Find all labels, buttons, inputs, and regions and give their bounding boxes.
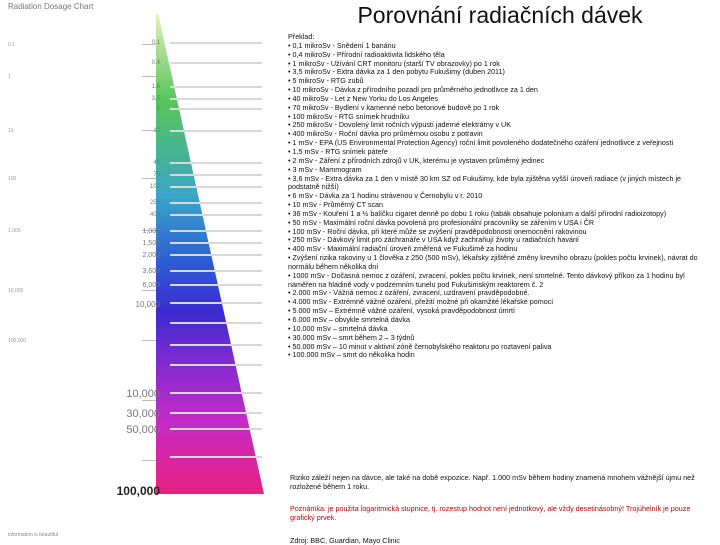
list-item: • 0,4 mikroSv - Přírodní radioaktivita lidského těla: [288, 49, 445, 59]
list-item: • 4.000 mSv - Extrémně vážné ozáření, přežití možné při okamžité lékařské pomoci: [288, 297, 553, 307]
dose-label: 50,000: [126, 424, 160, 436]
list-item: • 50.000 mSv – 10 minut v aktivní zóně černobylského reaktoru po roztavení paliva: [288, 341, 552, 351]
dose-label: 30,000: [126, 408, 160, 420]
dose-label: 40: [153, 160, 160, 166]
dose-label: 6,000: [142, 282, 160, 289]
list-item: • 250 mikroSv - Dovolený limit ročních výpustí jaderné elektrárny v UK: [288, 120, 512, 130]
scale-note: Poznámka: je použita logaritmická stupnice, tj. rozestup hodnot není jednotkový, ale vždy desetinásobný! Trojúhelník je pouze grafický prvek.: [290, 504, 691, 523]
list-item: • 30.000 mSv – smrt během 2 – 3 týdnů: [288, 332, 415, 342]
list-item: • 6.000 mSv – obvykle smrtelná dávka: [288, 315, 410, 324]
list-item: • 250 mSv - Dávkový limit pro záchranáře v USA když zachraňují životy u radiačních havárií: [288, 235, 579, 245]
dose-label: 1.6: [151, 84, 160, 90]
chart-image-title: Radiation Dosage Chart: [8, 2, 94, 11]
list-item: • 400 mikroSv - Roční dávka pro průměrnou osobu z potravin: [288, 129, 483, 139]
list-item: • 36 mSv - Kouření 1 a ½ balíčku cigaret denně po dobu 1 roku (tabák obsahuje polonium a další přírodní radioizotopy): [288, 208, 667, 218]
list-item: • 2 mSv - Záření z přírodních zdrojů v UK, kterému je vystaven průměrný jedinec: [288, 155, 545, 165]
dose-label: 10,000: [135, 300, 160, 309]
source-note: Zdroj: BBC, Guardian, Mayo Clinic: [290, 536, 400, 545]
list-item: • 1 mSv - EPA (US Environmental Protection Agency) roční limit povoleného dodatečného ozáření jednotlivce z veřejnosti: [288, 138, 674, 148]
list-item: • 3 mSv - Mammogram: [288, 164, 362, 174]
list-item: • 70 mikroSv - Bydlení v kamenné nebo betonové budově po 1 rok: [288, 102, 500, 112]
list-item: • 100.000 mSv – smrt do několika hodin: [288, 350, 415, 360]
list-item: • 10 mikroSv - Dávka z přírodního pozadí pro průměrného jednotlivce za 1 den: [288, 85, 538, 95]
list-item: • 400 mSv - Maximální radiační úroveň změřená ve Fukušimě za hodinu: [288, 244, 518, 254]
chart-image-footer: information is beautiful: [8, 532, 59, 538]
dose-label: 5: [156, 106, 160, 112]
translation-list: [288, 33, 714, 360]
dose-label: 0.1: [151, 40, 160, 46]
list-item: • Zvýšení rizika rakoviny u 1 člověka z 250 (500 mSv), lékařsky zjištěné změny krevního obrazu (pokles počtu krvinek), návrat do normálu během několika dní: [288, 253, 698, 271]
list-item: • 6 mSv - Dávka za 1 hodinu strávenou v Černobylu v r. 2010: [288, 191, 483, 201]
list-item: • 1 mikroSv - Užívání CRT monitoru (starší TV obrazovky) po 1 rok: [288, 58, 500, 68]
dose-label: 10,000: [126, 388, 160, 400]
dose-label: 2,000: [142, 252, 160, 259]
exposure-note: Riziko záleží nejen na dávce, ale také na době expozice. Např. 1.000 mSv během hodiny znamená mnohem vážnější újmu než rozložené během 1 roku.: [290, 473, 695, 492]
list-item: • 3,5 mikroSv - Extra dávka za 1 den pobytu Fukušimy (duben 2011): [288, 67, 505, 77]
list-item: • 5 mikroSv - RTG zubů: [288, 76, 364, 86]
list-item: • 1000 mSv - Dočasná nemoc z ozáření, zvracení, pokles počtu krvinek, není smrtelné. Tento dávkový příkon za 1 hodinu byl naměřen na hladině vody v podzemním tunelu pod Fukušimským reaktorem č. 2: [288, 270, 685, 289]
radiation-dosage-chart-image: Radiation Dosage Chart 0.1 1 10 100 1,000 10,000 100,000 0.1 0.4 1.6 3.5 5 10 40 70 100 250 400 1,000 1,500 2,000 3,600 6,000 10,000 10,000 30,000 50,000 100,000 information is beautiful: [6, 0, 264, 540]
dose-label: 1,500: [142, 240, 160, 247]
dose-label: 70: [153, 172, 160, 178]
list-item: • 5.000 mSv – Extrémně vážné ozáření, vysoká pravděpodobnost úmrtí: [288, 306, 516, 316]
list-item: • 40 mikroSv - Let z New Yorku do Los Angeles: [288, 93, 438, 103]
dose-label: 3.5: [151, 96, 160, 102]
dose-label: 10: [153, 128, 160, 134]
list-item: • 100 mikroSv - RTG snímek hrudníku: [288, 111, 410, 121]
dose-label: 250: [149, 200, 160, 206]
list-item: • 0,1 mikroSv - Snědení 1 banánu: [288, 40, 396, 50]
list-item: • 1,5 mSv - RTG snímek páteře: [288, 146, 388, 156]
dose-label: 100,000: [116, 484, 160, 498]
dose-label: 0.4: [151, 60, 160, 66]
list-item: • 10.000 mSv – smrtelná dávka: [288, 323, 388, 333]
notes-heading: Překlad:: [288, 32, 315, 41]
dose-label: 3,600: [142, 268, 160, 275]
dose-label: 400: [149, 212, 160, 218]
list-item: • 100 mSv - Roční dávka, při které může se zvýšení pravděpodobnosti onemocnění rakovinou: [288, 226, 587, 236]
dose-label: 100: [149, 184, 160, 190]
list-item: • 10 mSv - Průměrný CT scan: [288, 200, 384, 210]
slide-title: Porovnání radiačních dávek: [357, 2, 643, 28]
list-item: • 50 mSv - Maximální roční dávka povolená pro profesionální pracovníky se zářením v USA i ČR: [288, 217, 595, 227]
list-item: • 2.000 mSv - Vážná nemoc z ozáření, zvracení, uzdravení pravděpodobné.: [288, 288, 530, 298]
list-item: • 3,6 mSv - Extra dávka za 1 den v místě 30 km SZ od Fukušimy, kde byla zjištěna vyšší úroveň radiace (v jiných místech je podstatně nižší): [288, 173, 682, 192]
dose-label: 1,000: [142, 228, 160, 235]
